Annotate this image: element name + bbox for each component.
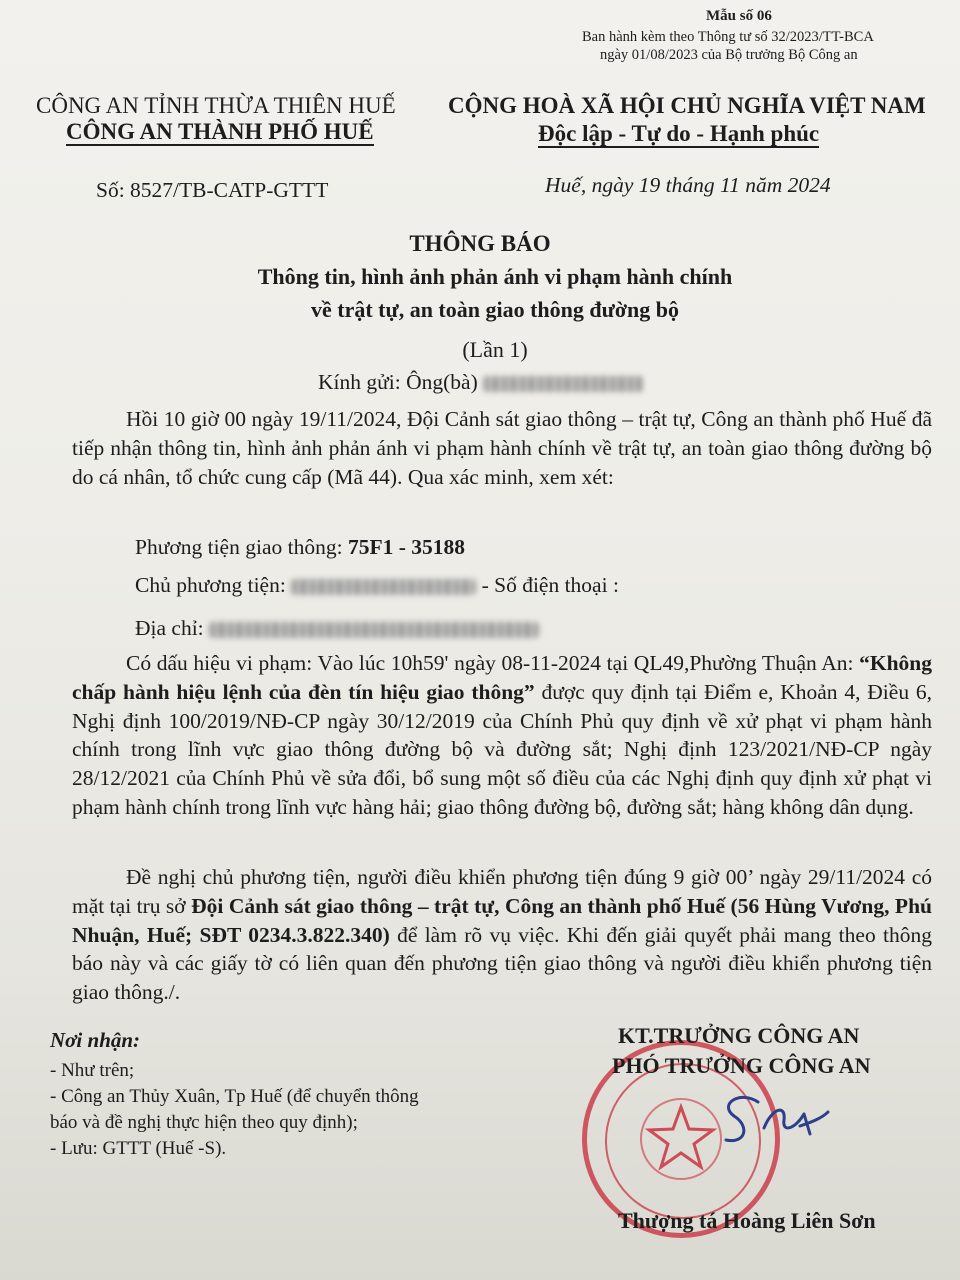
phone-label: - Số điện thoại :: [476, 573, 619, 597]
redacted-owner-name: [291, 579, 476, 595]
redacted-address: [209, 622, 539, 638]
form-reference-line1: Ban hành kèm theo Thông tư số 32/2023/TT-BCA: [582, 29, 874, 45]
intake-paragraph: [72, 405, 932, 491]
address-line: [135, 614, 539, 642]
signer-name: Thượng tá Hoàng Liên Sơn: [618, 1208, 876, 1233]
place-date: Huế, ngày 19 tháng 11 năm 2024: [545, 173, 831, 197]
form-number: Mẫu số 06: [706, 8, 772, 24]
vehicle-line: [135, 533, 465, 561]
request-instructions: để làm rõ vụ việc. Khi đến giải quyết phải mang theo thông báo này và các giấy tờ có liên quan đến phương tiện giao thông và người điều khiển phương tiện giao thông./.: [72, 922, 932, 1005]
redacted-recipient-name: [483, 376, 643, 392]
issuing-org-parent: CÔNG AN TỈNH THỪA THIÊN HUẾ: [36, 93, 396, 118]
document-title: THÔNG BÁO: [409, 231, 551, 256]
document-subtitle-line2: về trật tự, an toàn giao thông đường bộ: [310, 297, 679, 322]
recipient-line: [318, 368, 643, 396]
violation-paragraph: [72, 649, 932, 822]
intake-paragraph-text: Hồi 10 giờ 00 ngày 19/11/2024, Đội Cảnh sát giao thông – trật tự, Công an thành phố Huế đã tiếp nhận thông tin, hình ảnh phản ánh vi phạm hành chính về trật tự, an toàn giao thông đường bộ do cá nhân, tổ chức cung cấp (Mã 44). Qua xác minh, xem xét:: [72, 407, 932, 489]
issuing-org: [66, 119, 374, 145]
notice-round: (Lần 1): [462, 337, 528, 362]
recipient-item: - Như trên;: [50, 1060, 135, 1081]
document-subtitle-line1: Thông tin, hình ảnh phản ánh vi phạm hành chính: [257, 264, 733, 289]
national-title: CỘNG HOÀ XÃ HỘI CHỦ NGHĨA VIỆT NAM: [448, 93, 926, 118]
vehicle-plate: 75F1 - 35188: [347, 535, 465, 559]
violation-name: “Không chấp hành hiệu lệnh của đèn tín hiệu giao thông”: [72, 651, 932, 704]
issuing-org-text: CÔNG AN THÀNH PHỐ HUẾ: [66, 119, 374, 144]
recipient-label: Kính gửi: Ông(bà): [318, 370, 478, 394]
document-number: Số: 8527/TB-CATP-GTTT: [96, 178, 329, 202]
violation-legal-basis: được quy định tại Điểm e, Khoản 4, Điều 6, Nghị định 100/2019/NĐ-CP ngày 30/12/2019 của Chính Phủ quy định về xử phạt vi phạm hành chính trong lĩnh vực giao thông đường bộ và đường sắt; Nghị định 123/2021/NĐ-CP ngày 28/12/2021 của Chính Phủ về sửa đổi, bổ sung một số điều của các Nghị định quy định xử phạt vi phạm hành chính trong lĩnh vực hàng hải; giao thông đường bộ, đường sắt; hàng không dân dụng.: [72, 679, 932, 819]
address-label: Địa chỉ:: [135, 616, 210, 640]
recipient-item: báo và đề nghị thực hiện theo quy định);: [50, 1112, 358, 1133]
request-paragraph: [72, 863, 932, 1007]
recipient-item: - Lưu: GTTT (Huế -S).: [50, 1138, 227, 1159]
vehicle-label: Phương tiện giao thông:: [135, 535, 348, 559]
handwritten-signature: [700, 1082, 830, 1154]
recipient-item: - Công an Thủy Xuân, Tp Huế (để chuyển thông: [50, 1086, 419, 1107]
form-reference-line2: ngày 01/08/2023 của Bộ trưởng Bộ Công an: [600, 47, 858, 63]
violation-intro: Có dấu hiệu vi phạm: Vào lúc 10h59' ngày 08-11-2024 tại QL49,Phường Thuận An:: [126, 651, 860, 675]
request-place: Đội Cảnh sát giao thông – trật tự, Công an thành phố Huế (56 Hùng Vương, Phú Nhuận, Huế; SĐT 0234.3.822.340): [72, 893, 932, 947]
owner-label: Chủ phương tiện:: [135, 573, 292, 597]
signature-title-line1: KT.TRƯỞNG CÔNG AN: [618, 1023, 860, 1048]
request-intro: Đề nghị chủ phương tiện, người điều khiển phương tiện đúng 9 giờ 00’ ngày 29/11/2024 có mặt tại trụ sở: [72, 865, 932, 918]
national-motto-text: Độc lập - Tự do - Hạnh phúc: [538, 121, 820, 146]
recipients-heading: Nơi nhận:: [50, 1028, 141, 1052]
owner-line: [135, 571, 619, 599]
national-motto: [538, 121, 819, 147]
signature-title-line2: PHÓ TRƯỞNG CÔNG AN: [612, 1053, 871, 1078]
